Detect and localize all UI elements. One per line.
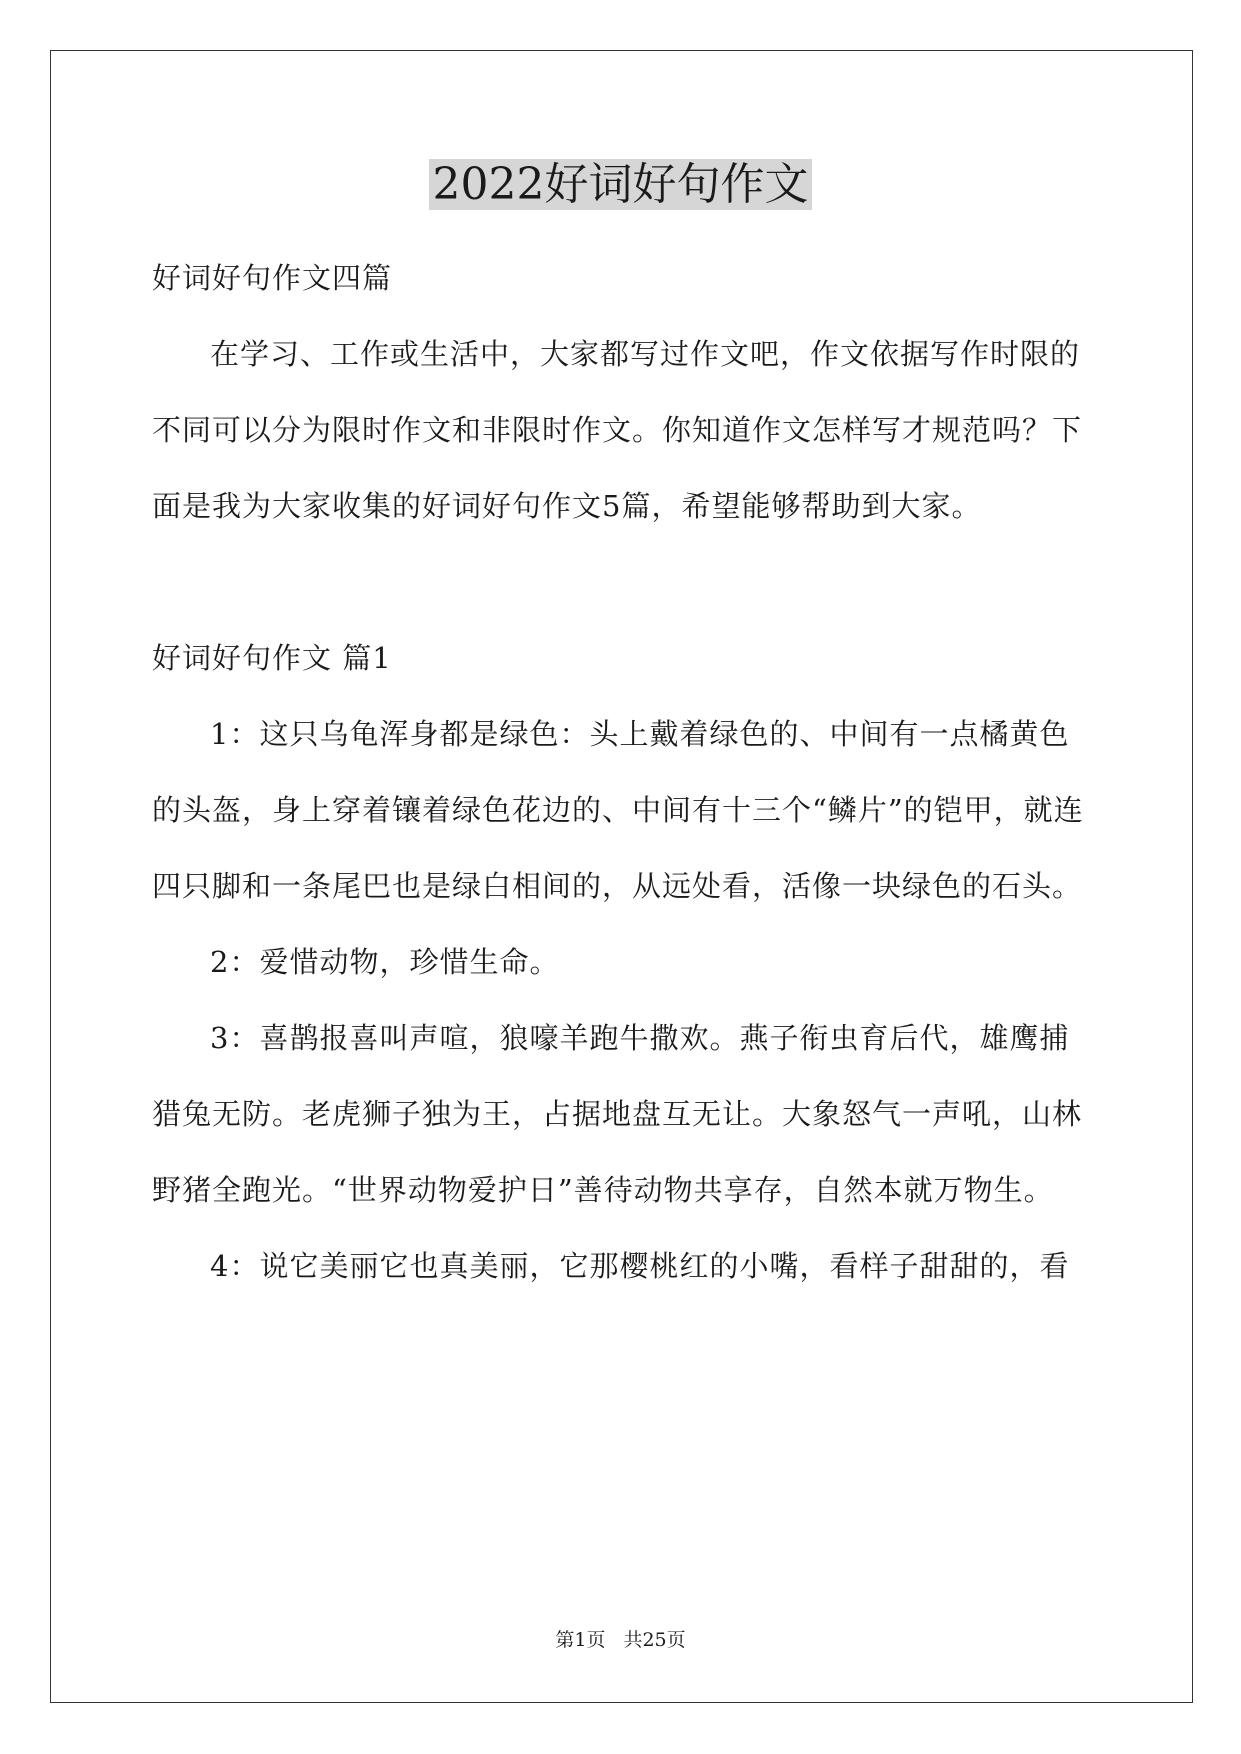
document-body [152, 240, 1092, 1304]
list-item: 2：爱惜动物，珍惜生命。 [210, 945, 560, 979]
subtitle: 好词好句作文四篇 [152, 261, 393, 295]
page-total: 共25页 [623, 1629, 686, 1651]
intro-paragraph: 在学习、工作或生活中，大家都写过作文吧，作文依据写作时限的不同可以分为限时作文和非限时作文。你知道作文怎样写才规范吗？下面是我为大家收集的好词好句作文5篇，希望能够帮助到大家。 [152, 337, 1083, 523]
document-title [0, 155, 1241, 215]
page-number: 第1页 [555, 1629, 606, 1651]
list-item: 1：这只乌龟浑身都是绿色：头上戴着绿色的、中间有一点橘黄色的头盔，身上穿着镶着绿色花边的、中间有十三个“鳞片”的铠甲，就连四只脚和一条尾巴也是绿白相间的，从远处看，活像一块绿色的石头。 [152, 717, 1084, 903]
section-heading: 好词好句作文 篇1 [152, 641, 392, 675]
document-title-text: 2022好词好句作文 [429, 159, 813, 210]
list-item: 3：喜鹊报喜叫声喧，狼嚎羊跑牛撒欢。燕子衔虫育后代，雄鹰捕猎兔无防。老虎狮子独为王，占据地盘互无让。大象怒气一声吼，山林野猪全跑光。“世界动物爱护日”善待动物共享存，自然本就万物生。 [152, 1021, 1083, 1207]
page-footer [0, 1628, 1241, 1652]
list-item: 4：说它美丽它也真美丽，它那樱桃红的小嘴，看样子甜甜的，看 [210, 1249, 1070, 1283]
